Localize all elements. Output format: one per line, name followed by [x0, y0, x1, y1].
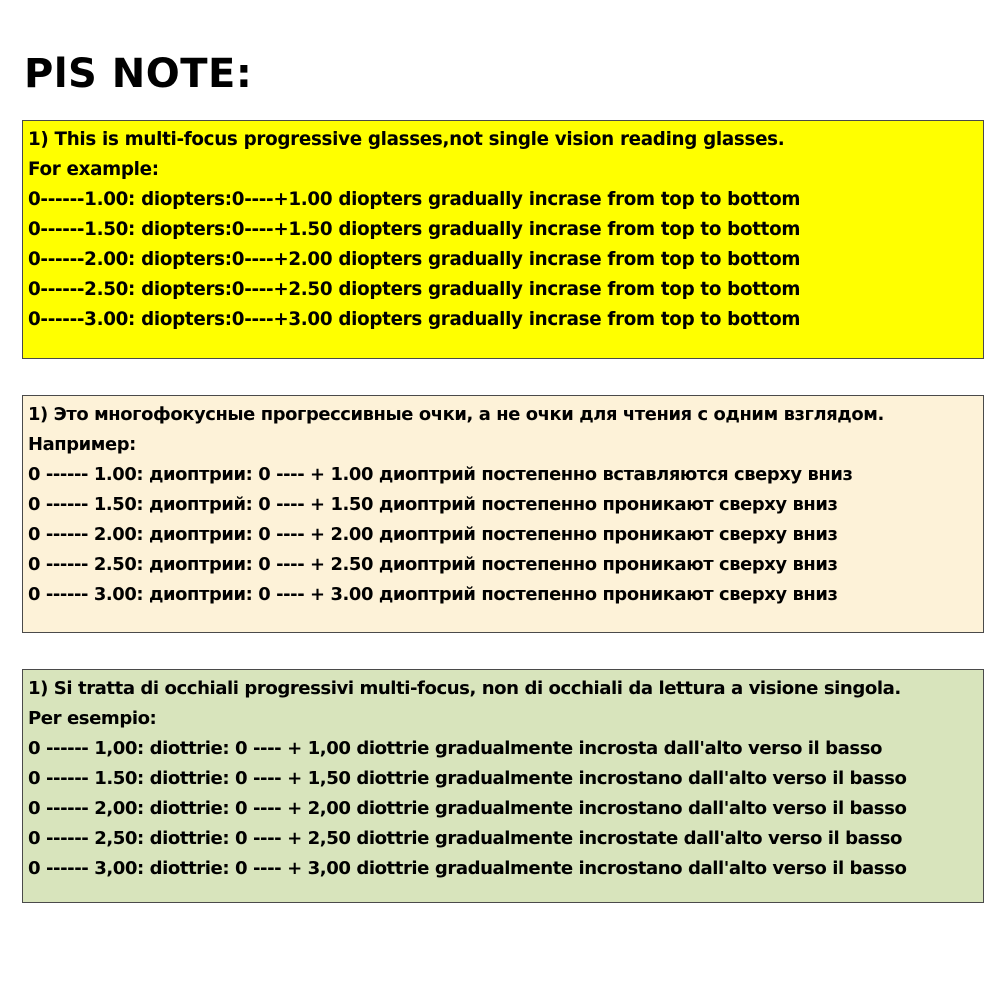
note-diopter-line: 0 ------ 3.00: диоптрии: 0 ---- + 3.00 диоптрий постепенно проникают сверху вниз — [28, 584, 838, 605]
note-example-label: Например: — [28, 434, 136, 455]
note-diopter-line: 0 ------ 1.50: диоптрий: 0 ---- + 1.50 диоптрий постепенно проникают сверху вниз — [28, 494, 838, 515]
note-diopter-line: 0 ------ 2.00: диоптрии: 0 ---- + 2.00 диоптрий постепенно проникают сверху вниз — [28, 524, 838, 545]
note-diopter-line: 0------1.00: diopters:0----+1.00 diopters gradually incrase from top to bottom — [28, 189, 801, 210]
note-diopter-line: 0 ------ 2.50: диоптрии: 0 ---- + 2.50 диоптрий постепенно проникают сверху вниз — [28, 554, 838, 575]
note-diopter-line: 0 ------ 1.00: диоптрии: 0 ---- + 1.00 диоптрий постепенно вставляются сверху вниз — [28, 464, 853, 485]
note-heading: 1) Si tratta di occhiali progressivi multi-focus, non di occhiali da lettura a visione singola. — [28, 678, 901, 699]
note-box-russian — [22, 395, 984, 633]
note-diopter-line: 0 ------ 1,00: diottrie: 0 ---- + 1,00 diottrie gradualmente incrosta dall'alto verso il basso — [28, 738, 883, 759]
note-example-label: Per esempio: — [28, 708, 157, 729]
note-box-italian — [22, 669, 984, 903]
note-diopter-line: 0 ------ 1.50: diottrie: 0 ---- + 1,50 diottrie gradualmente incrostano dall'alto verso il basso — [28, 768, 907, 789]
note-diopter-line: 0------3.00: diopters:0----+3.00 diopters gradually incrase from top to bottom — [28, 309, 801, 330]
note-diopter-line: 0 ------ 2,50: diottrie: 0 ---- + 2,50 diottrie gradualmente incrostate dall'alto verso il basso — [28, 828, 903, 849]
note-diopter-line: 0------2.50: diopters:0----+2.50 diopters gradually incrase from top to bottom — [28, 279, 801, 300]
note-diopter-line: 0------2.00: diopters:0----+2.00 diopters gradually incrase from top to bottom — [28, 249, 801, 270]
note-box-english — [22, 120, 984, 359]
note-diopter-line: 0 ------ 2,00: diottrie: 0 ---- + 2,00 diottrie gradualmente incrostano dall'alto verso il basso — [28, 798, 907, 819]
note-heading: 1) This is multi-focus progressive glasses,not single vision reading glasses. — [28, 129, 785, 150]
note-diopter-line: 0------1.50: diopters:0----+1.50 diopters gradually incrase from top to bottom — [28, 219, 801, 240]
note-diopter-line: 0 ------ 3,00: diottrie: 0 ---- + 3,00 diottrie gradualmente incrostano dall'alto verso il basso — [28, 858, 907, 879]
note-example-label: For example: — [28, 159, 159, 180]
note-heading: 1) Это многофокусные прогрессивные очки, а не очки для чтения с одним взглядом. — [28, 404, 884, 425]
page-title: PlS NOTE: — [24, 51, 253, 97]
